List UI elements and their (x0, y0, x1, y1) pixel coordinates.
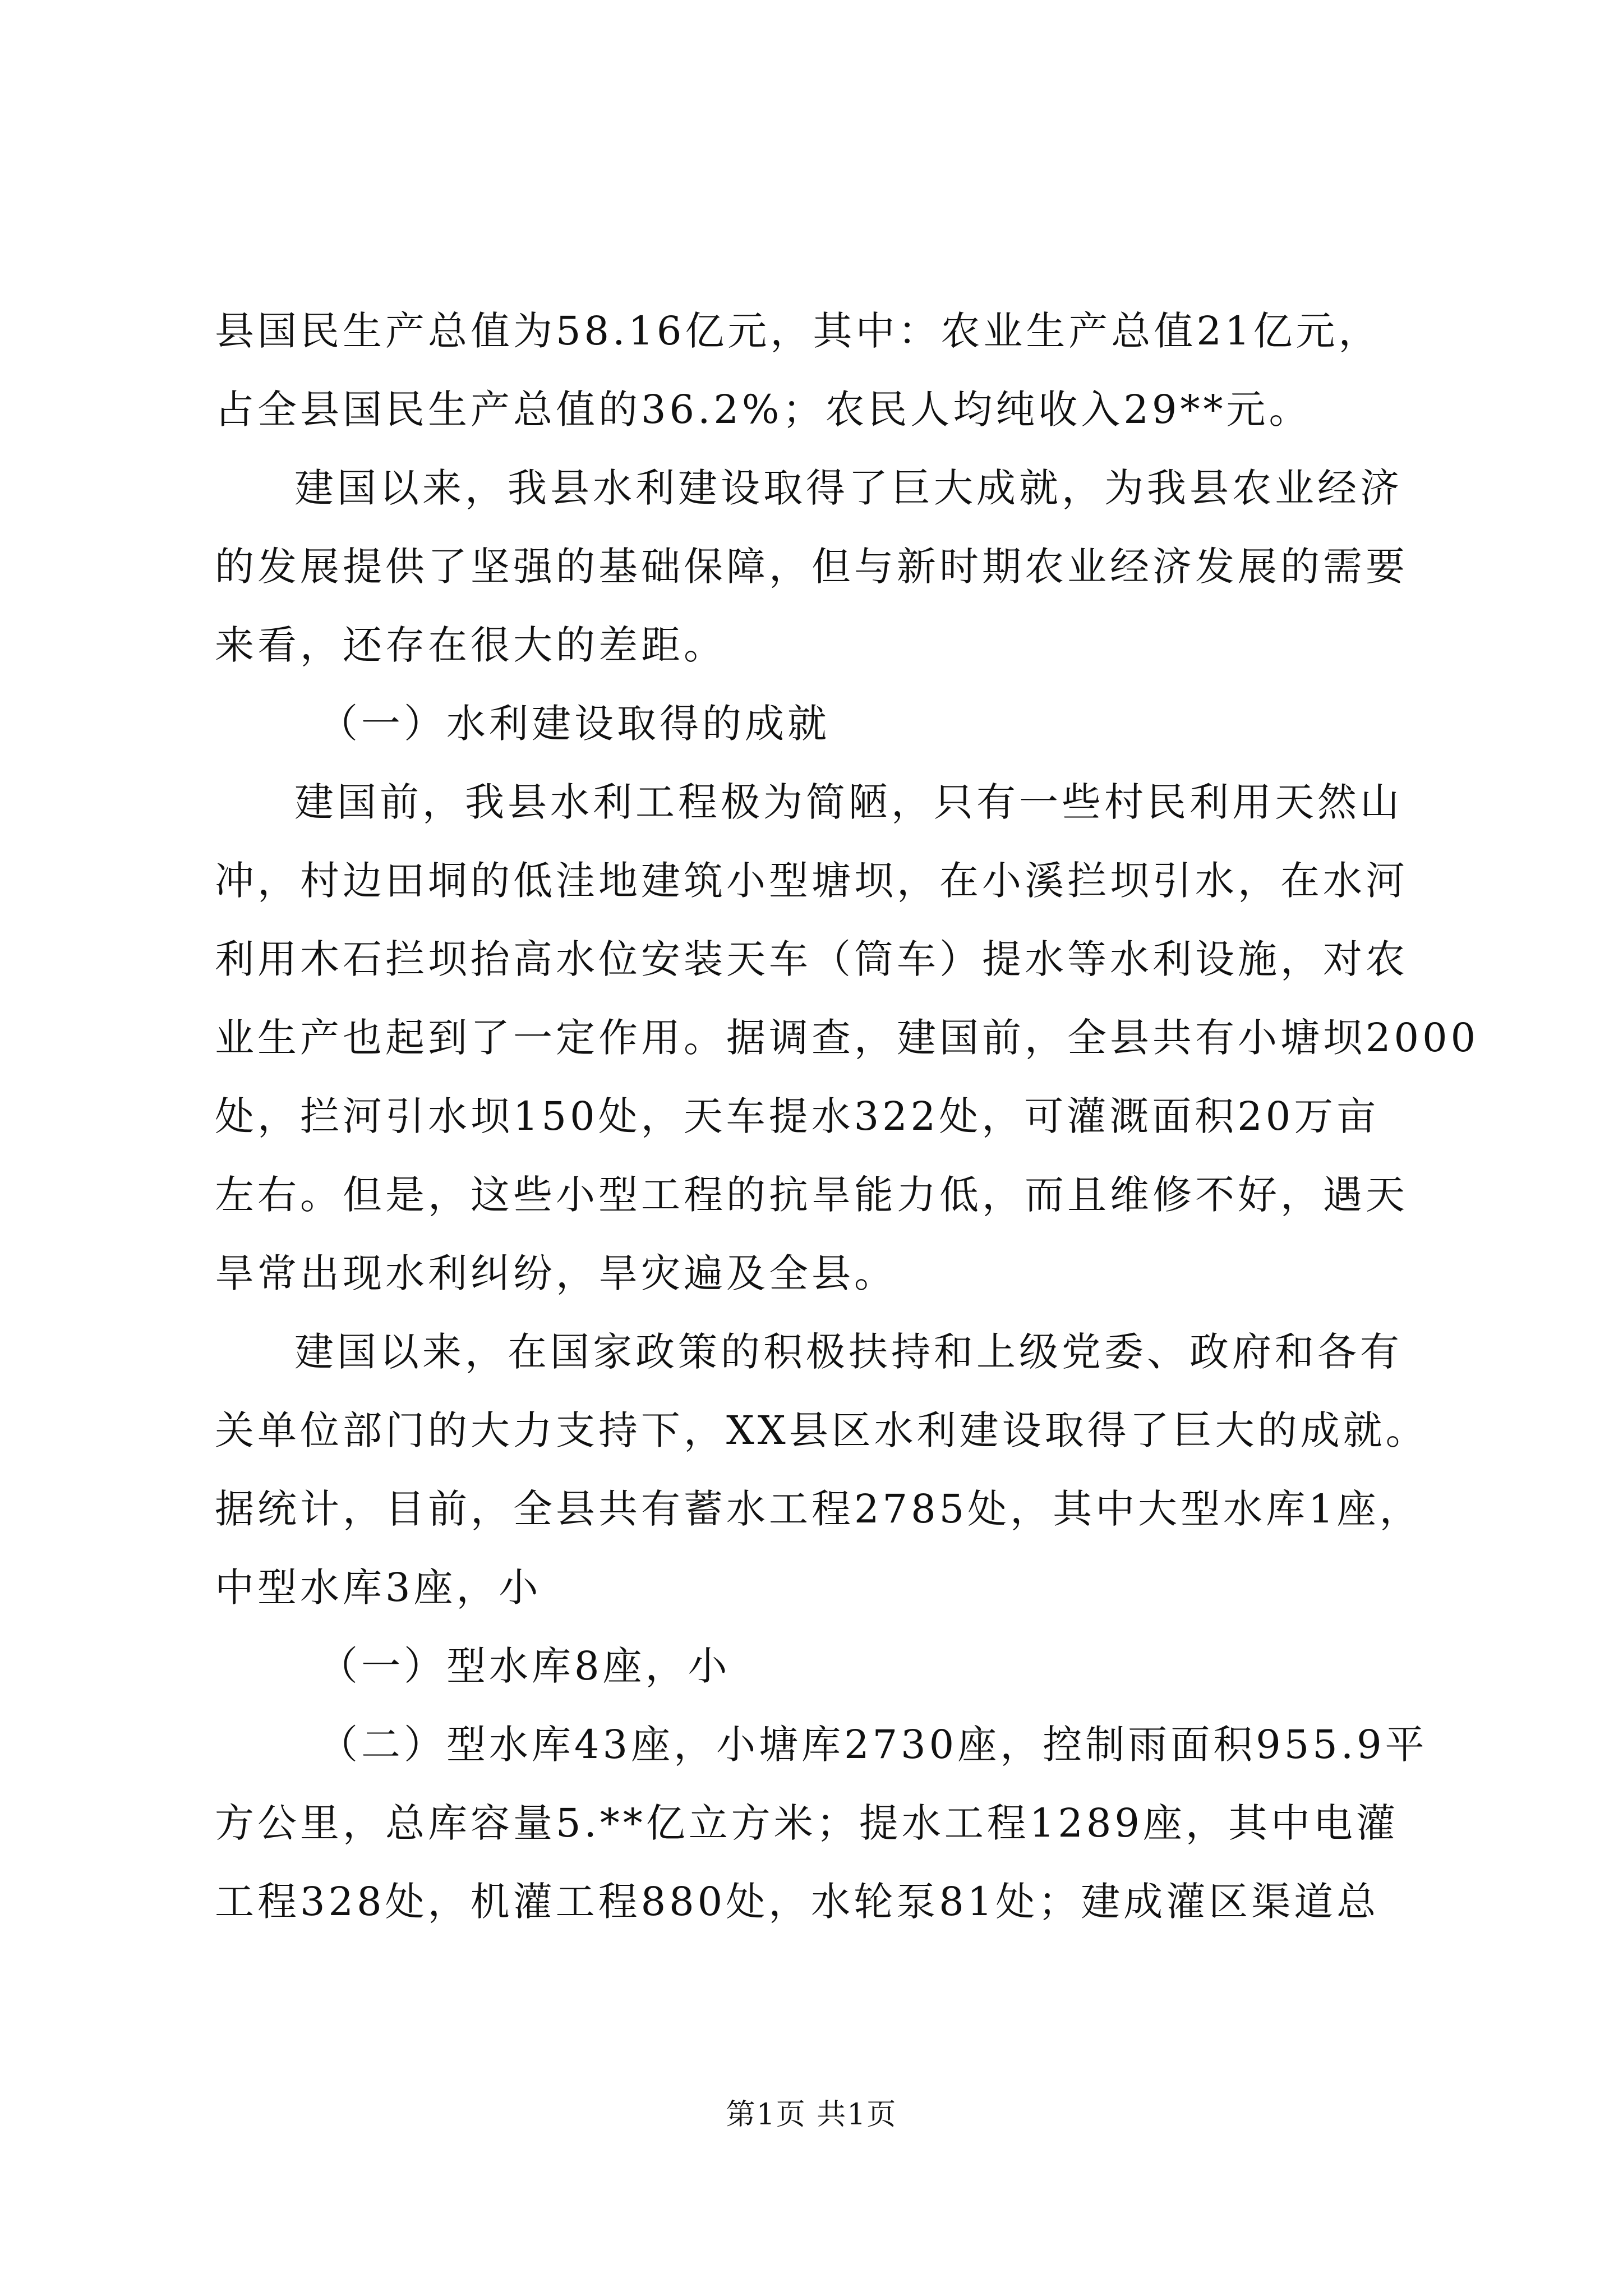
text-line: 工程328处，机灌工程880处，水轮泵81处；建成灌区渠道总 (215, 1879, 1380, 1925)
text-line: （二）型水库43座，小塘库2730座，控制雨面积955.9平 (319, 1722, 1428, 1768)
text-line: 中型水库3座，小 (215, 1565, 542, 1611)
text-line: 方公里，总库容量5.**亿立方米；提水工程1289座，其中电灌 (215, 1800, 1399, 1846)
text-line: 左右。但是，这些小型工程的抗旱能力低，而且维修不好，遇天 (215, 1172, 1408, 1218)
text-line: 业生产也起到了一定作用。据调查，建国前，全县共有小塘坝2000 (215, 1015, 1479, 1061)
text-line: 建国以来，在国家政策的积极扶持和上级党委、政府和各有 (294, 1329, 1403, 1375)
document-body (215, 292, 1479, 1941)
text-line: 冲，村边田垌的低洼地建筑小型塘坝，在小溪拦坝引水，在水河 (215, 858, 1408, 904)
text-line: 县国民生产总值为58.16亿元，其中：农业生产总值21亿元， (215, 308, 1381, 354)
text-line: （一）型水库8座，小 (319, 1643, 731, 1689)
text-line: 的发展提供了坚强的基础保障，但与新时期农业经济发展的需要 (215, 544, 1408, 590)
text-line: 处，拦河引水坝150处，天车提水322处，可灌溉面积20万亩 (215, 1093, 1380, 1139)
page-footer (0, 2095, 1623, 2134)
text-line: 建国前，我县水利工程极为简陋，只有一些村民利用天然山 (294, 779, 1403, 825)
text-line: 旱常出现水利纠纷，旱灾遍及全县。 (215, 1250, 897, 1296)
text-line: 建国以来，我县水利建设取得了巨大成就，为我县农业经济 (294, 465, 1403, 511)
page-number-label: 第1页 共1页 (726, 2098, 897, 2132)
text-line: 占全县国民生产总值的36.2%；农民人均纯收入29**元。 (215, 386, 1312, 432)
text-line: 利用木石拦坝抬高水位安装天车（筒车）提水等水利设施，对农 (215, 936, 1408, 982)
section-heading: （一）水利建设取得的成就 (319, 701, 830, 747)
text-line: 关单位部门的大力支持下，XX县区水利建设取得了巨大的成就。 (215, 1407, 1428, 1453)
text-line: 来看，还存在很大的差距。 (215, 622, 726, 668)
text-line: 据统计，目前，全县共有蓄水工程2785处，其中大型水库1座， (215, 1486, 1422, 1532)
